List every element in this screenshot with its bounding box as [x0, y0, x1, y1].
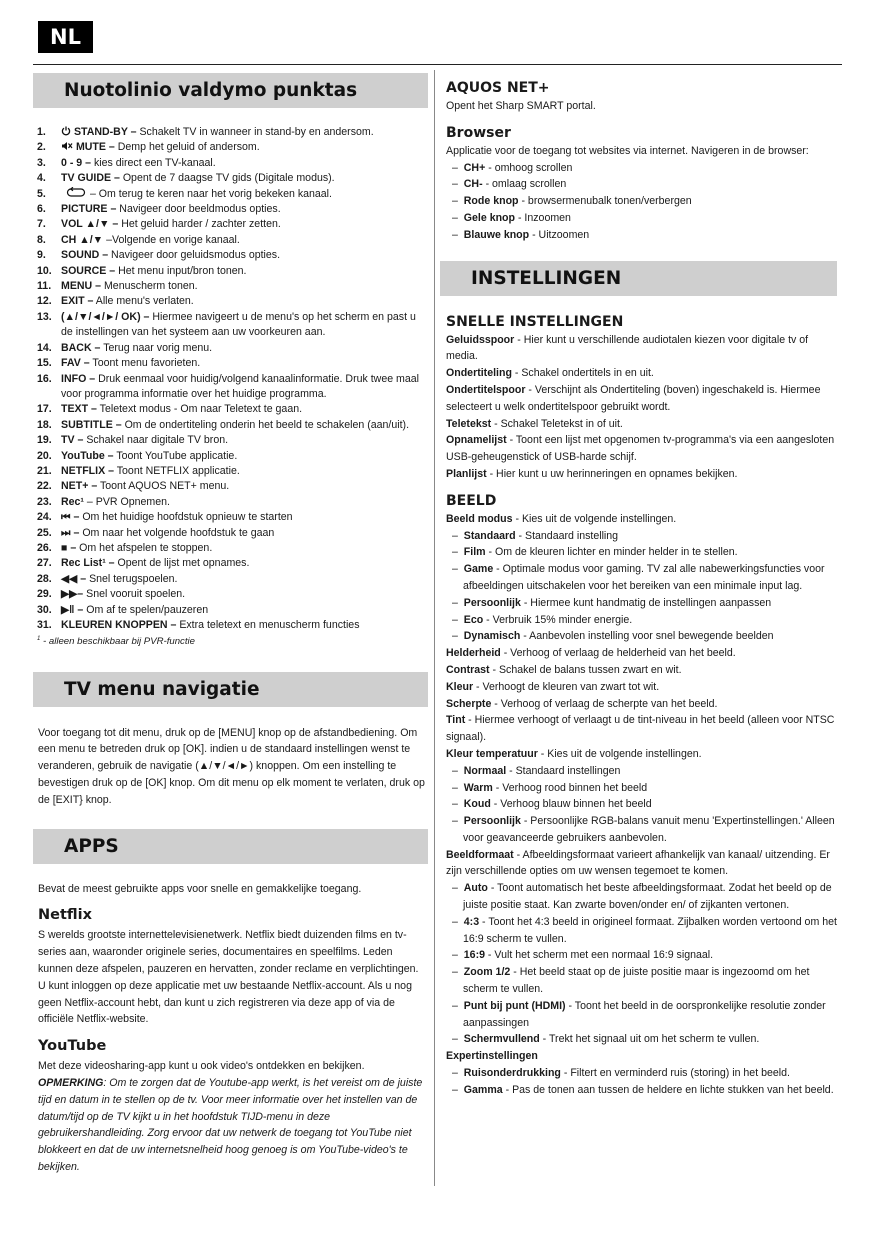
browser-title: Browser — [446, 124, 511, 141]
format-option: – Zoom 1/2 - Het beeld staat op de juiste positie maar is ingezoomd om het scherm te vullen. — [446, 964, 837, 998]
expert-title: Expertinstellingen — [446, 1050, 538, 1063]
remote-item: 20. YouTube – Toont YouTube applicatie. — [37, 449, 238, 462]
picture-setting: Scherpte - Verhoog of verlaag de scherpte van het beeld. — [446, 697, 718, 710]
apps-intro: Bevat de meest gebruikte apps voor snelle en gemakkelijke toegang. — [38, 882, 362, 895]
netflix-text: S werelds grootste internettelevisienetwerk. Netflix biedt duizenden films en tv-series aan, waaronder originele series, documentaires en speelfilms. Leden kunnen deze afspelen, pauzeren en hervatten, zonder reclame en verplichtingen. U kunt inloggen op deze applicatie met uw bestaande Netflix-account. Als u nog geen Netflix-account hebt, dan kunt u zich registreren via deze app of via de officiële Netflix-website. — [38, 929, 419, 1026]
remote-item: 7. VOL ▲/▼ – Het geluid harder / zachter zetten. — [37, 218, 281, 231]
format-option: – Punt bij punt (HDMI) - Toont het beeld in de oorspronkelijke resolutie zonder aanpassingen — [446, 998, 837, 1032]
browser-item: – Blauwe knop - Uitzoomen — [446, 227, 837, 244]
browser-item: – Gele knop - Inzoomen — [446, 210, 837, 227]
picture-setting: Tint - Hiermee verhoogt of verlaagt u de tint-niveau in het beeld (alleen voor NTSC signaal). — [446, 714, 835, 744]
picture-settings-list — [440, 645, 837, 763]
temp-option: – Persoonlijk - Persoonlijke RGB-balans vanuit menu 'Expertinstellingen.' Alleen voor geavanceerde gebruikers aanbevolen. — [446, 813, 837, 847]
quick-setting: Teletekst - Schakel Teletekst in of uit. — [446, 417, 623, 430]
quick-setting: Geluidsspoor - Hier kunt u verschillende audiotalen kiezen voor digitale tv of media. — [446, 333, 809, 363]
remote-item: 12. EXIT – Alle menu's verlaten. — [37, 295, 194, 308]
beeld-modus-list — [446, 528, 837, 646]
modus-option: – Persoonlijk - Hiermee kunt handmatig de instellingen aanpassen — [446, 595, 837, 612]
remote-item: 17. TEXT – Teletext modus - Om naar Teletext te gaan. — [37, 403, 303, 416]
format-list — [446, 880, 837, 1048]
column-divider — [434, 70, 435, 1186]
remote-item: 13. (▲/▼/◄/►/ OK) – Hiermee navigeert u de menu's op het scherm en past u de instellingen van het systeem aan uw voorkeuren aan. — [37, 310, 416, 339]
remote-item: 14. BACK – Terug naar vorig menu. — [37, 341, 213, 354]
remote-item: 2. MUTE – Demp het geluid of andersom. — [37, 141, 260, 154]
quick-setting: Ondertitelspoor - Verschijnt als Ondertiteling (boven) ingeschakeld is. Hiermee selecteert u welk ondertitelspoor gebruikt wordt. — [446, 383, 821, 413]
remote-item: 1. STAND-BY – Schakelt TV in wanneer in stand-by en andersom. — [37, 126, 374, 138]
picture-setting: Contrast - Schakel de balans tussen zwart en wit. — [446, 663, 682, 676]
color-temp-list — [446, 763, 837, 847]
modus-option: – Dynamisch - Aanbevolen instelling voor snel bewegende beelden — [446, 628, 837, 645]
netflix-title: Netflix — [38, 907, 92, 924]
remote-item: 24. ⏮ – Om het huidige hoofdstuk opnieuw te starten — [37, 511, 293, 524]
browser-item: – Rode knop - browsermenubalk tonen/verbergen — [446, 193, 837, 210]
remote-item: 11. MENU – Menuscherm tonen. — [37, 280, 198, 293]
expert-option: – Gamma - Pas de tonen aan tussen de heldere en lichte stukken van het beeld. — [446, 1082, 837, 1099]
remote-item: 31. KLEUREN KNOPPEN – Extra teletext en menuscherm functies — [37, 619, 360, 631]
format-option: – 16:9 - Vult het scherm met een normaal 16:9 signaal. — [446, 947, 837, 964]
return-icon — [65, 187, 87, 198]
footnote: $^1$ - alleen beschikbaar bij PVR-functie — [37, 636, 195, 648]
quick-settings-list — [440, 332, 837, 483]
remote-item: 27. Rec List¹ – Opent de lijst met opnames. — [37, 557, 250, 570]
language-badge: NL — [38, 21, 93, 53]
format-option: – Auto - Toont automatisch het beste afbeeldingsformaat. Zodat het beeld op de juiste positie staat. Kan zwarte boven/onder en/ of zijkanten vertonen. — [446, 880, 837, 914]
quick-setting: Opnamelijst - Toont een lijst met opgenomen tv-programma's via een aangesloten USB-geheugenstick of USB-harde schijf. — [446, 434, 835, 464]
remote-item: 23. Rec¹ – PVR Opnemen. — [37, 495, 170, 508]
aquos-text: Opent het Sharp SMART portal. — [446, 100, 596, 112]
remote-item: 16. INFO – Druk eenmaal voor huidig/volgend kanaalinformatie. Druk twee maal voor programma informatie over het huidige programma. — [37, 372, 420, 400]
tvmenu-text: Voor toegang tot dit menu, druk op de [MENU] knop op de afstandbediening. Om een menu te betreden druk op [OK]. indien u de standaard instellingen wenst te veranderen, gebruik de navigatie (▲/▼/◄/►) knoppen. Om een instelling te bevestigen druk op de [OK] knop. Om dit menu op elk moment te verlaten, druk op de [EXIT} knop. — [38, 726, 425, 806]
apps-heading: APPS — [33, 829, 428, 864]
picture-setting: Helderheid - Verhoog of verlaag de helderheid van het beeld. — [446, 647, 736, 660]
temp-option: – Warm - Verhoog rood binnen het beeld — [446, 780, 837, 797]
remote-heading: Nuotolinio valdymo punktas — [33, 73, 428, 108]
settings-heading: INSTELLINGEN — [440, 261, 837, 296]
format-option: – 4:3 - Toont het 4:3 beeld in origineel formaat. Zijbalken worden vertoond om het 16:9 scherm te vullen. — [446, 914, 837, 948]
modus-option: – Film - Om de kleuren lichter en minder helder in te stellen. — [446, 544, 837, 561]
modus-option: – Eco - Verbruik 15% minder energie. — [446, 612, 837, 629]
power-icon — [61, 126, 71, 136]
browser-list — [446, 160, 837, 244]
remote-item: 25. ⏭ – Om naar het volgende hoofdstuk te gaan — [37, 526, 275, 539]
picture-setting: Kleur temperatuur - Kies uit de volgende instellingen. — [446, 747, 702, 760]
expert-option: – Ruisonderdrukking - Filtert en verminderd ruis (storing) in het beeld. — [446, 1065, 837, 1082]
browser-item: – CH- - omlaag scrollen — [446, 176, 837, 193]
tvmenu-heading: TV menu navigatie — [33, 672, 428, 707]
temp-option: – Normaal - Standaard instellingen — [446, 763, 837, 780]
beeldformaat: Beeldformaat - Afbeeldingsformaat varieert afhankelijk van kanaal/ uitzending. Er zijn verschillende opties om uw wensen tegemoet te komen. — [446, 848, 830, 878]
remote-item: 9. SOUND – Navigeer door geluidsmodus opties. — [37, 249, 281, 262]
mute-icon — [61, 141, 73, 151]
left-column — [33, 70, 428, 1176]
browser-text: Applicatie voor de toegang tot websites via internet. Navigeren in de browser: — [446, 144, 809, 157]
youtube-text: Met deze videosharing-app kunt u ook video's ontdekken en bekijken. — [38, 1060, 365, 1073]
temp-option: – Koud - Verhoog blauw binnen het beeld — [446, 796, 837, 813]
remote-item: 6. PICTURE – Navigeer door beeldmodus opties. — [37, 203, 281, 216]
remote-item: 22. NET+ – Toont AQUOS NET+ menu. — [37, 480, 230, 493]
youtube-title: YouTube — [38, 1038, 107, 1055]
remote-item: 30. ▶‖ – Om af te spelen/pauzeren — [37, 603, 209, 616]
format-option: – Schermvullend - Trekt het signaal uit om het scherm te vullen. — [446, 1031, 837, 1048]
header-rule — [33, 64, 842, 65]
modus-option: – Game - Optimale modus voor gaming. TV zal alle nabewerkingsfuncties voor afbeeldingen uitschakelen voor het bereiken van een minimale input lag. — [446, 561, 837, 595]
quick-settings-title: SNELLE INSTELLINGEN — [446, 313, 624, 330]
quick-setting: Planlijst - Hier kunt u uw herinneringen en opnames bekijken. — [446, 467, 738, 480]
remote-item: 21. NETFLIX – Toont NETFLIX applicatie. — [37, 464, 240, 477]
remote-item: 19. TV – Schakel naar digitale TV bron. — [37, 434, 229, 447]
remote-item: 8. CH ▲/▼ –Volgende en vorige kanaal. — [37, 233, 240, 246]
youtube-note: OPMERKING: Om te zorgen dat de Youtube-app werkt, is het vereist om de juiste tijd en datum in te stellen op de tv. Voor meer informatie over het instellen van de datum/tijd op de TV kijkt u in het hoofdstuk TIJD-menu in deze gebruikershandleiding. Zorg ervoor dat uw netwerk de toegang tot YouTube niet blokkeert en dat de uw internetsnelheid hoog genoeg is om YouTube-video's te bekijken. — [38, 1076, 423, 1173]
beeld-modus: Beeld modus - Kies uit de volgende instellingen. — [446, 512, 677, 525]
remote-item: 26. ■ – Om het afspelen te stoppen. — [37, 541, 213, 554]
remote-item: 15. FAV – Toont menu favorieten. — [37, 357, 201, 370]
remote-item: 28. ◀◀ – Snel terugspoelen. — [37, 572, 178, 585]
picture-setting: Kleur - Verhoogt de kleuren van zwart tot wit. — [446, 680, 660, 693]
remote-item: 5. – Om terug te keren naar het vorig bekeken kanaal. — [37, 187, 332, 200]
remote-item: 10. SOURCE – Het menu input/bron tonen. — [37, 264, 247, 277]
remote-item: 3. 0 - 9 – kies direct een TV-kanaal. — [37, 156, 216, 169]
quick-setting: Ondertiteling - Schakel ondertitels in en uit. — [446, 367, 654, 380]
remote-item: 18. SUBTITLE – Om de ondertiteling onderin het beeld te schakelen (aan/uit). — [37, 418, 410, 431]
aquos-title: AQUOS NET+ — [446, 80, 550, 96]
right-column — [440, 70, 837, 1099]
modus-option: – Standaard - Standaard instelling — [446, 528, 837, 545]
beeld-title: BEELD — [446, 492, 497, 509]
remote-item: 29. ▶▶– Snel vooruit spoelen. — [37, 588, 186, 601]
browser-item: – CH+ - omhoog scrollen — [446, 160, 837, 177]
remote-list — [37, 125, 428, 633]
remote-item: 4. TV GUIDE – Opent de 7 daagse TV gids (Digitale modus). — [37, 172, 335, 185]
expert-list — [446, 1065, 837, 1099]
